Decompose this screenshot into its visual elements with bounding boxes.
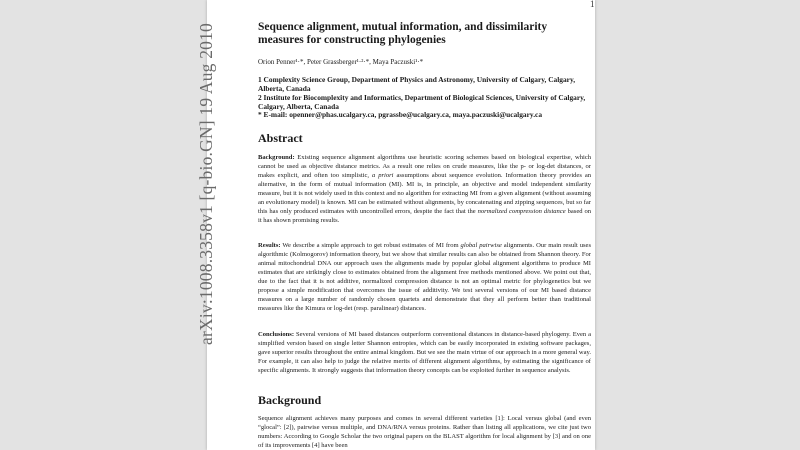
results-text-2: alignments. Our main result uses algorithmic (Kolmogorov) information theory, but we show that similar results can also be obtained from Shannon theory. For animal mitochondrial DNA our approach uses the alignments made by popular global alignment algorithms to produce MI estimates that are strikingly close to estimates obtained from the alignment free methods mentioned above. We point out that, due to the fact that it is not additive, normalized compression distance is not an optimal metric for phylogenetics but we propose a simple modification that overcomes the issue of additivity. We test several versions of our MI based distance measures on a large number of randomly chosen quartets and demonstrate that they all perform better than traditional measures like the Kimura or log-det (resp. paralinear) distances.: [258, 242, 592, 313]
arxiv-identifier: arXiv:1008.3358v1 [q-bio.GN] 19 Aug 2010: [196, 22, 216, 345]
results-label: Results:: [258, 242, 281, 249]
page-number: 1: [590, 0, 595, 9]
background-emphasis-1: a priori: [372, 172, 394, 180]
conclusions-text: Several versions of MI based distances outperform conventional distances in distance-based phylogeny. Even a simplified version based on single letter Shannon entropies, which can be easily incorporated in existing software packages, gave superior results throughout the entire animal kingdom. But we see the main virtue of our approach in a more general way. For example, it can also help to judge the relative merits of different alignment algorithms, by estimating the significance of specific alignments. It strongly suggests that information theory concepts can be exploited further in sequence analysis.: [258, 331, 591, 375]
affiliation-1: 1 Complexity Science Group, Department of Physics and Astronomy, University of Calgary, Calgary, Alberta, Canada: [258, 75, 576, 94]
abstract-heading: Abstract: [258, 131, 303, 145]
background-text-2: assumptions about sequence evolution. Information theory provides an alternative, in the form of mutual information (MI). MI is, in principle, an objective and model independent similarity measure, but it is not widely used in this context and no algorithm for extracting MI from a given alignment (without assuming an evolutionary model) is known. MI can be estimated without alignments, by concatenating and zipping sequences, but so far this has only produced estimates with uncontrolled errors, despite the fact that the: [258, 172, 591, 216]
affiliation-2: 2 Institute for Biocomplexity and Informatics, Department of Biological Sciences, University of Calgary, Calgary, Alberta, Canada: [258, 93, 586, 112]
background-heading: Background: [258, 393, 322, 407]
abstract-results: [258, 241, 591, 313]
background-label: Background:: [258, 154, 295, 161]
conclusions-label: Conclusions:: [258, 331, 295, 338]
background-emphasis-2: normalized compression distance: [477, 208, 566, 216]
background-text-3: based on it has shown promising results.: [258, 208, 591, 225]
author-list: Orion Penner¹·*, Peter Grassberger¹·²·*, Maya Paczuski¹·*: [258, 58, 424, 66]
background-body: Sequence alignment achieves many purposes and comes in several different varieties [1]: Local versus global (and even “glocal”: [2]), pairwise versus multiple, and DNA/RNA versus proteins. Rather than listing all applications, we cite just two numbers: According to Google Scholar the two original papers on the BLAST algorithm for local alignment by [3] and on one of its improvements [4] have been: [258, 415, 591, 450]
abstract-background: [258, 153, 591, 225]
contact-email: * E-mail: openner@phas.ucalgary.ca, pgrassbe@ucalgary.ca, maya.paczuski@ucalgary.ca: [258, 110, 543, 119]
results-text-1: We describe a simple approach to get robust estimates of MI from: [280, 242, 461, 249]
abstract-conclusions: [258, 330, 591, 375]
paper-title: Sequence alignment, mutual information, and dissimilarity measures for constructing phylogenies: [258, 21, 548, 46]
affiliations: [258, 75, 588, 111]
results-emphasis: global pairwise: [460, 242, 502, 249]
background-text-1: Existing sequence alignment algorithms use heuristic scoring schemes based on biological expertise, which cannot be used as objective distance metrics. As a result one relies on crude measures, like the p- or log-det distances, or makes explicit, and often too simplistic,: [258, 154, 591, 180]
